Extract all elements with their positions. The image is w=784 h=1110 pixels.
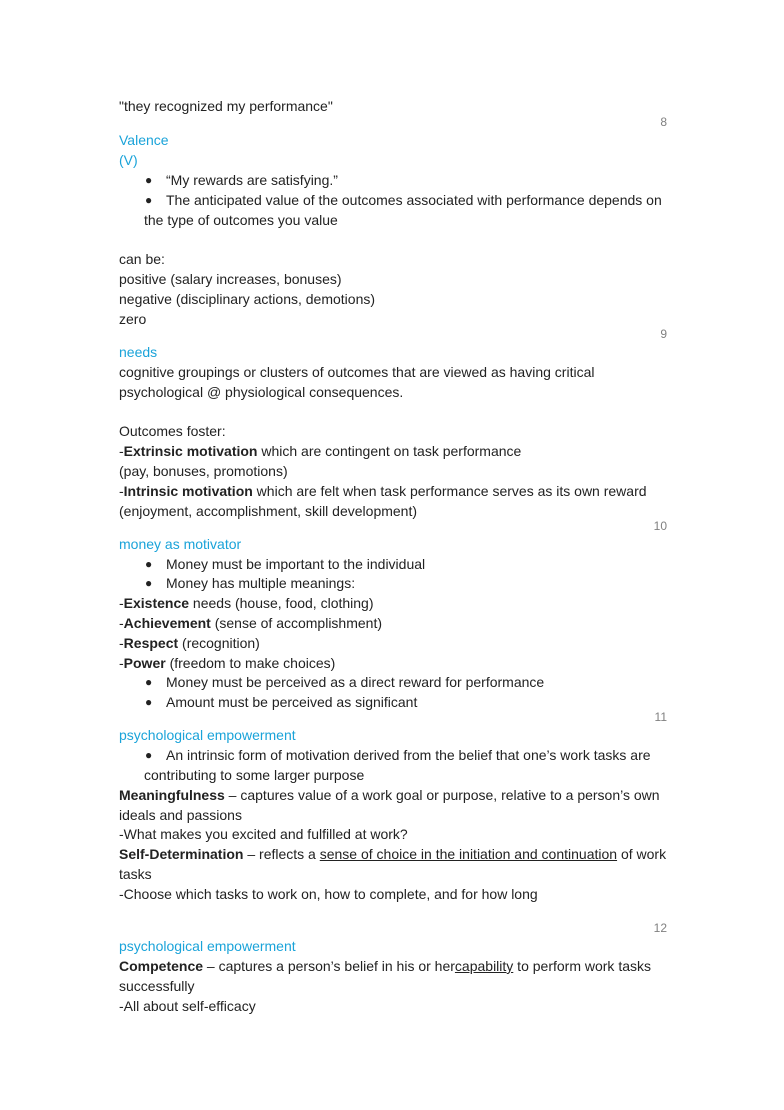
slide-number: 12	[653, 921, 667, 935]
bullet-text-continued: the type of outcomes you value	[144, 212, 338, 228]
section-heading-empowerment: psychological empowerment	[119, 727, 296, 743]
section-heading-empowerment: psychological empowerment	[119, 938, 296, 954]
section-heading-needs: needs	[119, 344, 158, 360]
body-text: negative (disciplinary actions, demotions)	[119, 291, 376, 307]
bullet-text: Money has multiple meanings:	[166, 575, 356, 591]
meaning-line: -Existence needs (house, food, clothing)	[119, 595, 374, 611]
body-text: -What makes you excited and fulfilled at work?	[119, 826, 408, 842]
intrinsic-line: -Intrinsic motivation which are felt when task performance serves as its own reward	[119, 483, 647, 499]
body-text: psychological @ physiological consequences.	[119, 384, 404, 400]
meaning-line: -Respect (recognition)	[119, 635, 260, 651]
self-determination-line: Self-Determination – reflects a sense of choice in the initiation and continuation of work	[119, 846, 667, 862]
bullet-icon: ●	[145, 557, 153, 571]
term-bold: Intrinsic motivation	[123, 483, 253, 499]
bullet-text: The anticipated value of the outcomes associated with performance depends on	[166, 192, 662, 208]
body-text: zero	[119, 311, 147, 327]
bullet-icon: ●	[145, 193, 153, 207]
meaning-line: -Power (freedom to make choices)	[119, 655, 336, 671]
section-heading-money: money as motivator	[119, 536, 242, 552]
term-bold: Extrinsic motivation	[123, 443, 258, 459]
bullet-text: Money must be important to the individual	[166, 556, 426, 572]
meaningfulness-line: Meaningfulness – captures value of a work goal or purpose, relative to a person’s own	[119, 787, 660, 803]
slide-number: 11	[654, 710, 667, 724]
bullet-icon: ●	[145, 675, 153, 689]
body-text: cognitive groupings or clusters of outcomes that are viewed as having critical	[119, 364, 595, 380]
bullet-icon: ●	[145, 748, 153, 762]
bullet-text: An intrinsic form of motivation derived from the belief that one’s work tasks are	[166, 747, 651, 763]
body-text: ideals and passions	[119, 807, 242, 823]
body-text: successfully	[119, 978, 195, 994]
bullet-icon: ●	[145, 576, 153, 590]
quote-text: "they recognized my performance"	[119, 98, 333, 114]
bullet-text-continued: contributing to some larger purpose	[144, 767, 365, 783]
competence-line: Competence – captures a person’s belief in his or hercapability to perform work tasks	[119, 958, 651, 974]
body-text: tasks	[119, 866, 152, 882]
bullet-text: “My rewards are satisfying.”	[166, 172, 338, 188]
bullet-icon: ●	[145, 173, 153, 187]
body-text: -All about self-efficacy	[119, 998, 256, 1014]
body-text: -Choose which tasks to work on, how to complete, and for how long	[119, 886, 538, 902]
body-text: Outcomes foster:	[119, 423, 226, 439]
body-text: (enjoyment, accomplishment, skill development)	[119, 503, 418, 519]
meaning-line: -Achievement (sense of accomplishment)	[119, 615, 383, 631]
body-text: (pay, bonuses, promotions)	[119, 463, 288, 479]
slide-number: 8	[660, 115, 667, 129]
extrinsic-line: -Extrinsic motivation which are contingent on task performance	[119, 443, 522, 459]
body-text: positive (salary increases, bonuses)	[119, 271, 342, 287]
body-text: can be:	[119, 251, 165, 267]
section-subheading-v: (V)	[119, 152, 138, 168]
bullet-text: Amount must be perceived as significant	[166, 694, 418, 710]
slide-number: 9	[660, 327, 667, 341]
slide-number: 10	[653, 519, 667, 533]
bullet-icon: ●	[145, 695, 153, 709]
bullet-text: Money must be perceived as a direct reward for performance	[166, 674, 545, 690]
section-heading-valence: Valence	[119, 132, 169, 148]
